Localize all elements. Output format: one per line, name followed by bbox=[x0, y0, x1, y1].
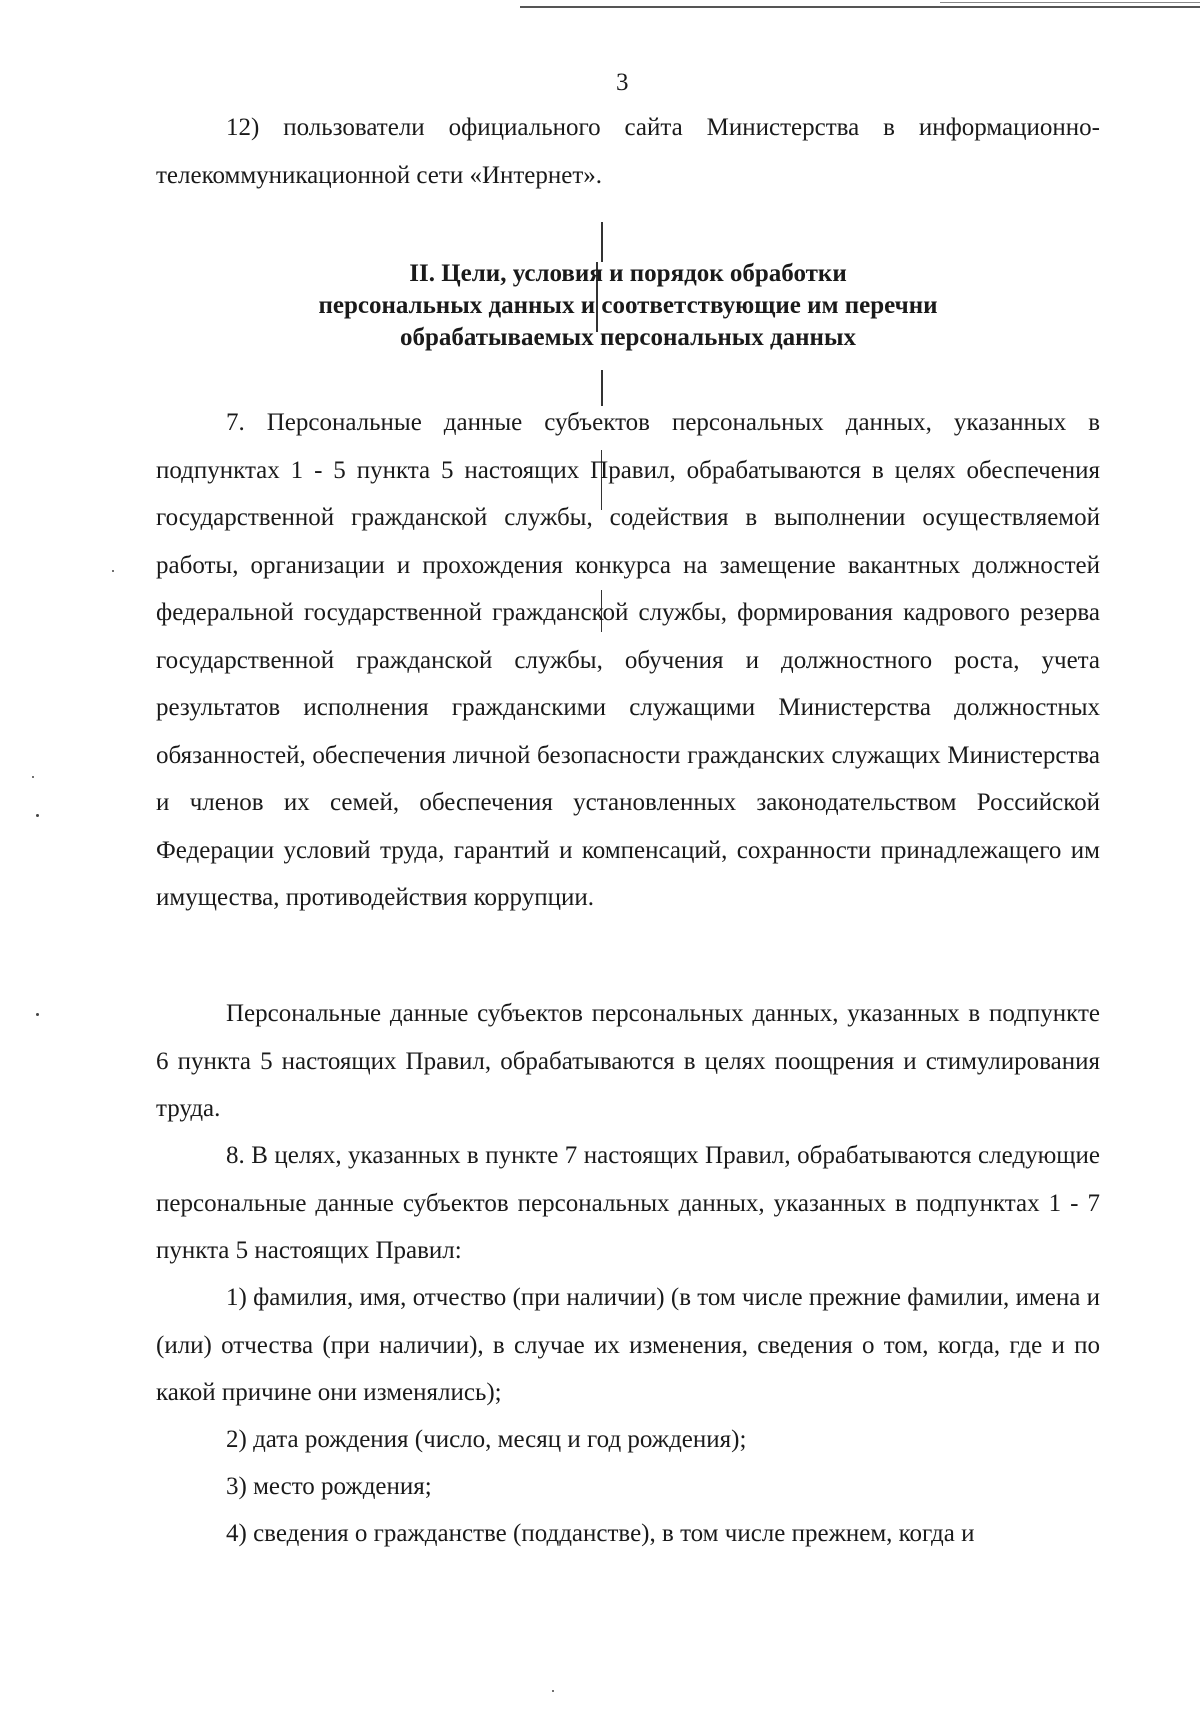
scan-edge-line bbox=[520, 6, 1200, 8]
list-item-2-text: 2) дата рождения (число, месяц и год рождения); bbox=[226, 1426, 747, 1453]
section-heading-line-3: обрабатываемых персональных данных bbox=[400, 324, 856, 351]
item-12 bbox=[156, 104, 1100, 199]
paragraph-7 bbox=[156, 399, 1100, 922]
scan-fold-line bbox=[601, 222, 603, 262]
list-item bbox=[156, 1463, 1100, 1511]
list-item bbox=[156, 1274, 1100, 1417]
section-heading bbox=[156, 258, 1100, 354]
list-item-4-text: 4) сведения о гражданстве (подданстве), в том числе прежнем, когда и bbox=[226, 1520, 975, 1547]
paragraph-8-text: 8. В целях, указанных в пункте 7 настоящих Правил, обрабатываются следующие персональные данные субъектов персональных данных, указанных в подпунктах 1 - 7 пункта 5 настоящих Правил: bbox=[156, 1142, 1100, 1264]
list-item bbox=[156, 1416, 1100, 1464]
paragraph-7-text: 7. Персональные данные субъектов персональных данных, указанных в подпунктах 1 - 5 пункта 5 настоящих Правил, обрабатываются в целях обеспечения государственной гражданской службы, содействия в выполнении осуществляемой работы, организации и прохождения конкурса на замещение вакантных должностей федеральной государственной гражданской службы, формирования кадрового резерва государственной гражданской службы, обучения и должностного роста, учета результатов исполнения гражданскими служащими Министерства должностных обязанностей, обеспечения личной безопасности гражданских служащих Министерства и членов их семей, обеспечения установленных законодательством Российской Федерации условий труда, гарантий и компенсаций, сохранности принадлежащего им имущества, противодействия коррупции. bbox=[156, 409, 1100, 911]
paragraph-7-2-text: Персональные данные субъектов персональных данных, указанных в подпункте 6 пункта 5 настоящих Правил, обрабатываются в целях поощрения и стимулирования труда. bbox=[156, 1000, 1100, 1122]
page-number: 3 bbox=[616, 69, 629, 96]
item-12-text: 12) пользователи официального сайта Министерства в информационно-телекоммуникационной сети «Интернет». bbox=[156, 114, 1100, 189]
scan-speck bbox=[112, 570, 114, 572]
paragraph-7-continuation bbox=[156, 990, 1100, 1133]
scan-speck bbox=[36, 814, 39, 817]
section-heading-line-2: персональных данных и соответствующие им перечни bbox=[318, 292, 938, 319]
list-item-1-text: 1) фамилия, имя, отчество (при наличии) (в том числе прежние фамилии, имена и (или) отчества (при наличии), в случае их изменения, сведения о том, когда, где и по какой причине они изменялись); bbox=[156, 1284, 1100, 1406]
paragraph-8 bbox=[156, 1132, 1100, 1275]
scan-edge-line bbox=[940, 2, 1200, 3]
list-item bbox=[156, 1510, 1100, 1558]
scan-speck bbox=[32, 776, 34, 778]
list-item-3-text: 3) место рождения; bbox=[226, 1473, 432, 1500]
scan-speck bbox=[552, 1690, 554, 1692]
section-heading-line-1: II. Цели, условия и порядок обработки bbox=[409, 260, 847, 287]
scan-speck bbox=[36, 1013, 39, 1016]
